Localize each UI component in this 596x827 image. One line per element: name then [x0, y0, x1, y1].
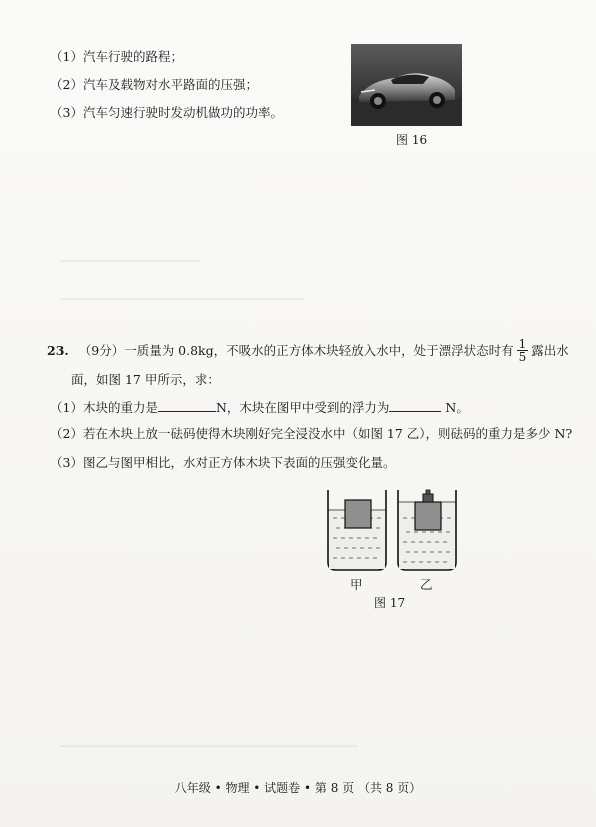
q22-item-3: （3）汽车匀速行驶时发动机做功的功率。	[50, 105, 283, 120]
answer-blank-2[interactable]	[389, 399, 441, 412]
fraction-denominator: 5	[518, 350, 527, 364]
fraction-one-fifth	[517, 338, 529, 363]
wood-block-a	[345, 500, 371, 528]
q23-item1-text-b: N，木块在图甲中受到的浮力为	[215, 400, 390, 415]
bleed-through-text: ─────────────────────	[60, 255, 200, 268]
q23-stem	[47, 338, 569, 363]
answer-blank-1[interactable]	[158, 399, 216, 412]
bleed-through-text: ─────────────────────────────────────	[60, 293, 306, 306]
fig17-diagram	[324, 488, 460, 574]
fig17-label-b: 乙	[420, 577, 433, 592]
q23-stem-text: 一质量为 0.8kg，不吸水的正方体木块轻放入水中，处于漂浮状态时有	[124, 342, 514, 358]
bleed-through-text: ─────────────────────────────────────────────	[60, 740, 359, 753]
q23-item-3: （3）图乙与图甲相比，水对正方体木块下表面的压强变化量。	[50, 455, 396, 470]
car-image-icon	[351, 44, 462, 126]
wood-block-b	[415, 502, 441, 530]
fig17-label-a: 甲	[350, 577, 363, 592]
q23-number: 23.	[47, 342, 69, 358]
q23-stem-text-2: 露出水	[531, 342, 569, 358]
q22-item-2: （2）汽车及载物对水平路面的压强；	[50, 77, 258, 92]
fig17-caption: 图 17	[374, 596, 406, 610]
q23-stem-continued: 面，如图 17 甲所示，求：	[71, 372, 220, 387]
fraction-numerator: 1	[518, 337, 527, 351]
fig16-caption: 图 16	[396, 133, 428, 147]
page-footer: 八年级 • 物理 • 试题卷 • 第 8 页 （共 8 页）	[174, 781, 422, 795]
container-a	[328, 490, 386, 570]
q23-item1-text-a: （1）木块的重力是	[50, 400, 158, 415]
container-b	[398, 490, 456, 570]
q22-item-1: （1）汽车行驶的路程；	[50, 49, 183, 64]
q23-score: （9分）	[78, 342, 125, 358]
weight-icon	[423, 494, 433, 502]
car-photo	[351, 44, 462, 126]
q23-item-2: （2）若在木块上放一砝码使得木块刚好完全浸没水中（如图 17 乙），则砝码的重力是多少 N?	[50, 426, 573, 441]
q23-item-1	[50, 399, 469, 416]
q23-item1-text-c: N。	[445, 400, 469, 415]
